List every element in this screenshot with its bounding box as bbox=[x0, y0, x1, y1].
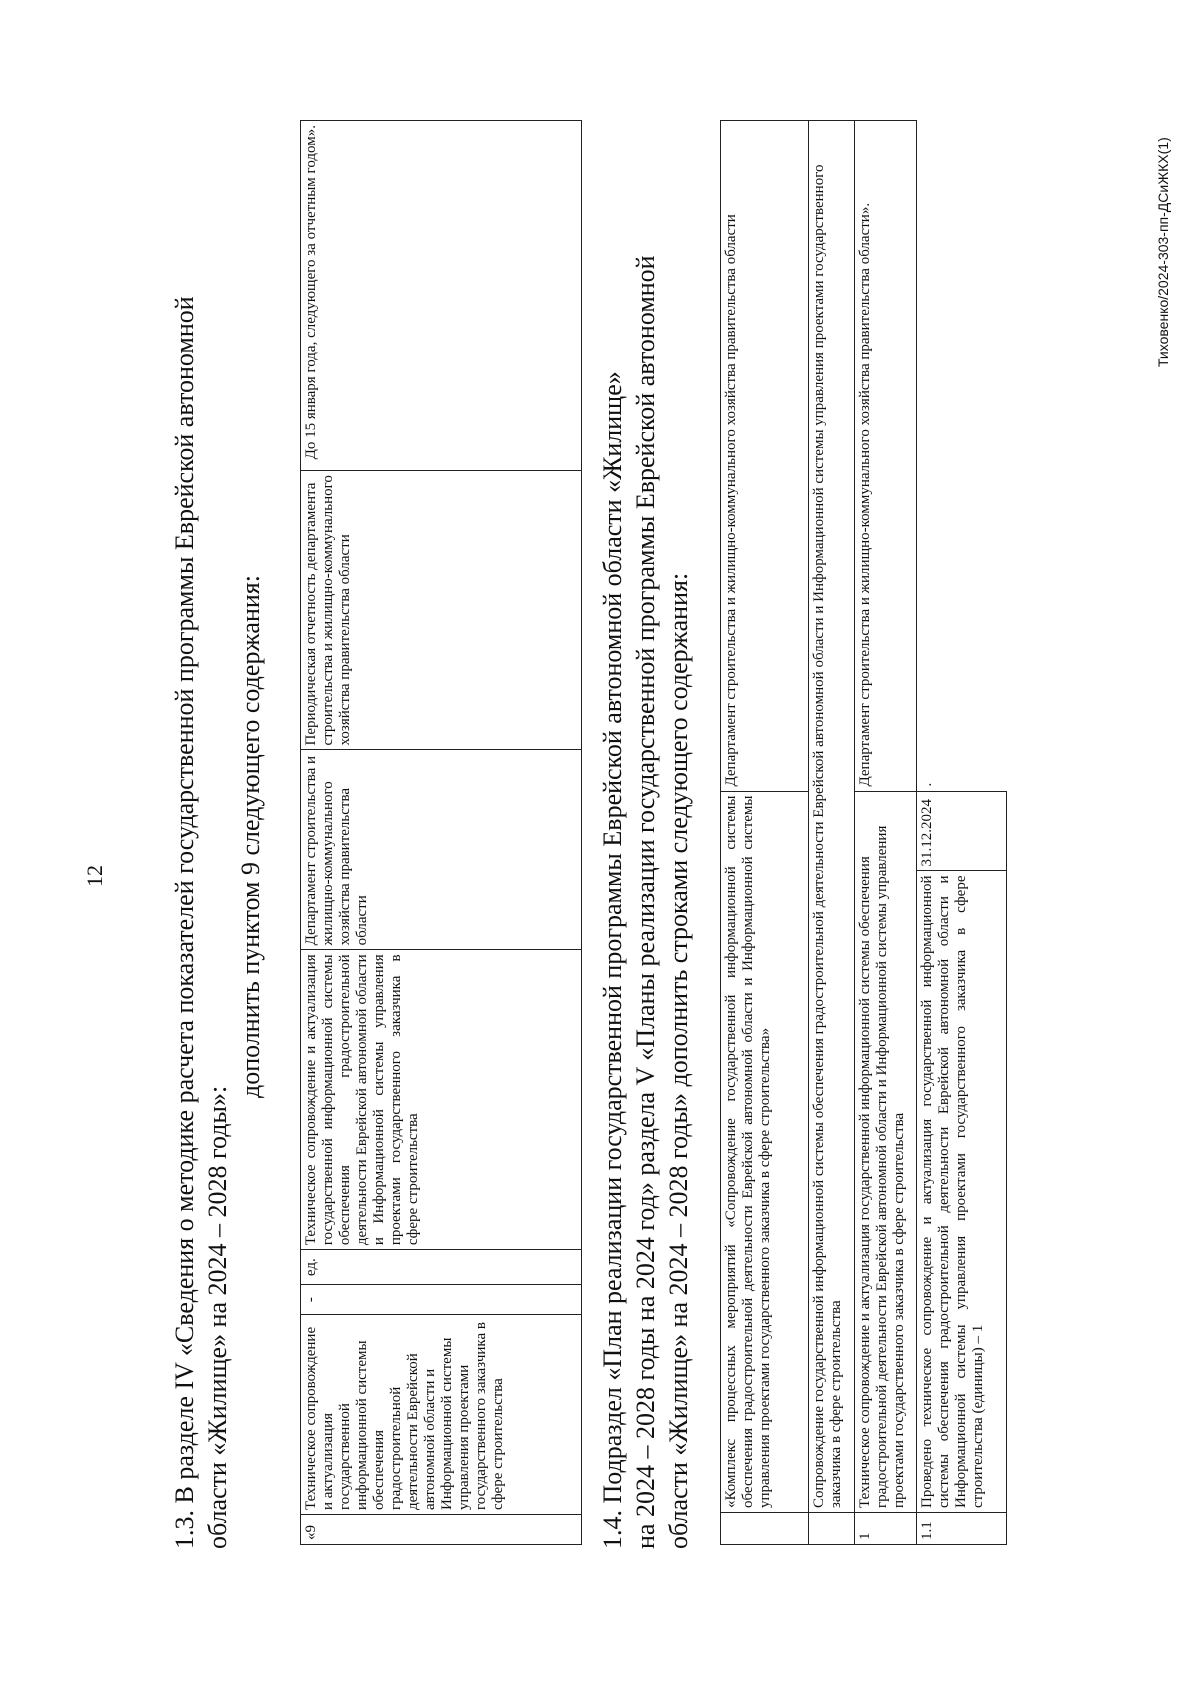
row-number: 1 bbox=[855, 1513, 917, 1545]
table-row bbox=[809, 121, 855, 1545]
complex-title-cell: «Комплекс процессных мероприятий «Сопровождение государственной информационной системы обеспечения градостроительной деятельности Еврейской автономной области и Информационной системы управления проектами государственного заказчика в сфере строительства» bbox=[721, 791, 809, 1513]
implementation-plan-table bbox=[720, 120, 1007, 1545]
section-1-4-line: 1.4. Подраздел «План реализации государственной программы Еврейской автономной области «Жилище» bbox=[598, 371, 627, 1549]
section-1-4-text bbox=[596, 124, 695, 1549]
table-row bbox=[301, 121, 582, 1545]
direction-cell: - bbox=[301, 1285, 582, 1315]
result-cell: Проведено техническое сопровождение и актуализация государственной информационной системы обеспечения градостроительной деятельности Еврейской автономной области и Информационной системы управления проектами государственного заказчика в сфере строительства (единицы) – 1 bbox=[917, 871, 1007, 1513]
section-1-4-line: на 2024 – 2028 годы на 2024 год» раздела V «Планы реализации государственной программы Еврейской автономной bbox=[631, 255, 660, 1549]
row-number: «9 bbox=[301, 1515, 582, 1545]
table-row bbox=[917, 121, 1007, 1545]
deadline-cell: До 15 января года, следующего за отчетным годом». bbox=[301, 121, 582, 471]
document-footer: Тиховенко/2024-303-пп-ДСиЖКХ(1) bbox=[1155, 137, 1171, 367]
section-1-3-text bbox=[168, 124, 267, 1549]
responsible-cell: Департамент строительства и жилищно-коммунального хозяйства правительства области bbox=[721, 121, 809, 792]
section-1-3-line: области «Жилище» на 2024 – 2028 годы»: bbox=[203, 1085, 232, 1549]
row-number bbox=[721, 1513, 809, 1545]
date-cell: 31.12.2024 bbox=[917, 791, 1007, 871]
section-1-3-line: 1.3. В разделе IV «Сведения о методике расчета показателей государственной программы Еврейской автономной bbox=[170, 296, 199, 1549]
table-row bbox=[721, 121, 809, 1545]
indicator-method-table bbox=[300, 120, 582, 1545]
source-cell: Периодическая отчетность департамента строительства и жилищно-коммунального хозяйства правительства области bbox=[301, 470, 582, 750]
table-row bbox=[855, 121, 917, 1545]
section-1-3-line: дополнить пунктом 9 следующего содержания: bbox=[236, 575, 265, 1098]
responsible-cell: Департамент строительства и жилищно-коммунального хозяйства правительства области bbox=[301, 750, 582, 950]
method-cell: Техническое сопровождение и актуализация государственной информационной системы обеспечения градостроительной деятельности Еврейской автономной области и Информационной системы управления проектами государственного заказчика в сфере строительства bbox=[301, 950, 582, 1250]
row-number bbox=[809, 1513, 855, 1545]
end-mark-cell: . bbox=[917, 121, 1007, 792]
page-number: 12 bbox=[82, 865, 107, 887]
activity-cell: Техническое сопровождение и актуализация государственной информационной системы обеспечения градостроительной деятельности Еврейской автономной области и Информационной системы управления проектами государственного заказчика в сфере строительства bbox=[855, 791, 917, 1513]
unit-cell: ед. bbox=[301, 1250, 582, 1285]
row-number: 1.1 bbox=[917, 1513, 1007, 1545]
task-cell: Сопровождение государственной информационной системы обеспечения градостроительной деятельности Еврейской автономной области и Информационной системы управления проектами государственного заказчика в сфере строительства bbox=[809, 121, 855, 1513]
responsible-cell: Департамент строительства и жилищно-коммунального хозяйства правительства области». bbox=[855, 121, 917, 792]
indicator-name: Техническое сопровождение и актуализация государственной информационной системы обеспечения градостроительной деятельности Еврейской автономной области и Информационной системы управления проектами государственного заказчика в сфере строительства bbox=[301, 1315, 582, 1515]
section-1-4-line: области «Жилище» на 2024 – 2028 годы» дополнить строками следующего содержания: bbox=[664, 572, 693, 1549]
